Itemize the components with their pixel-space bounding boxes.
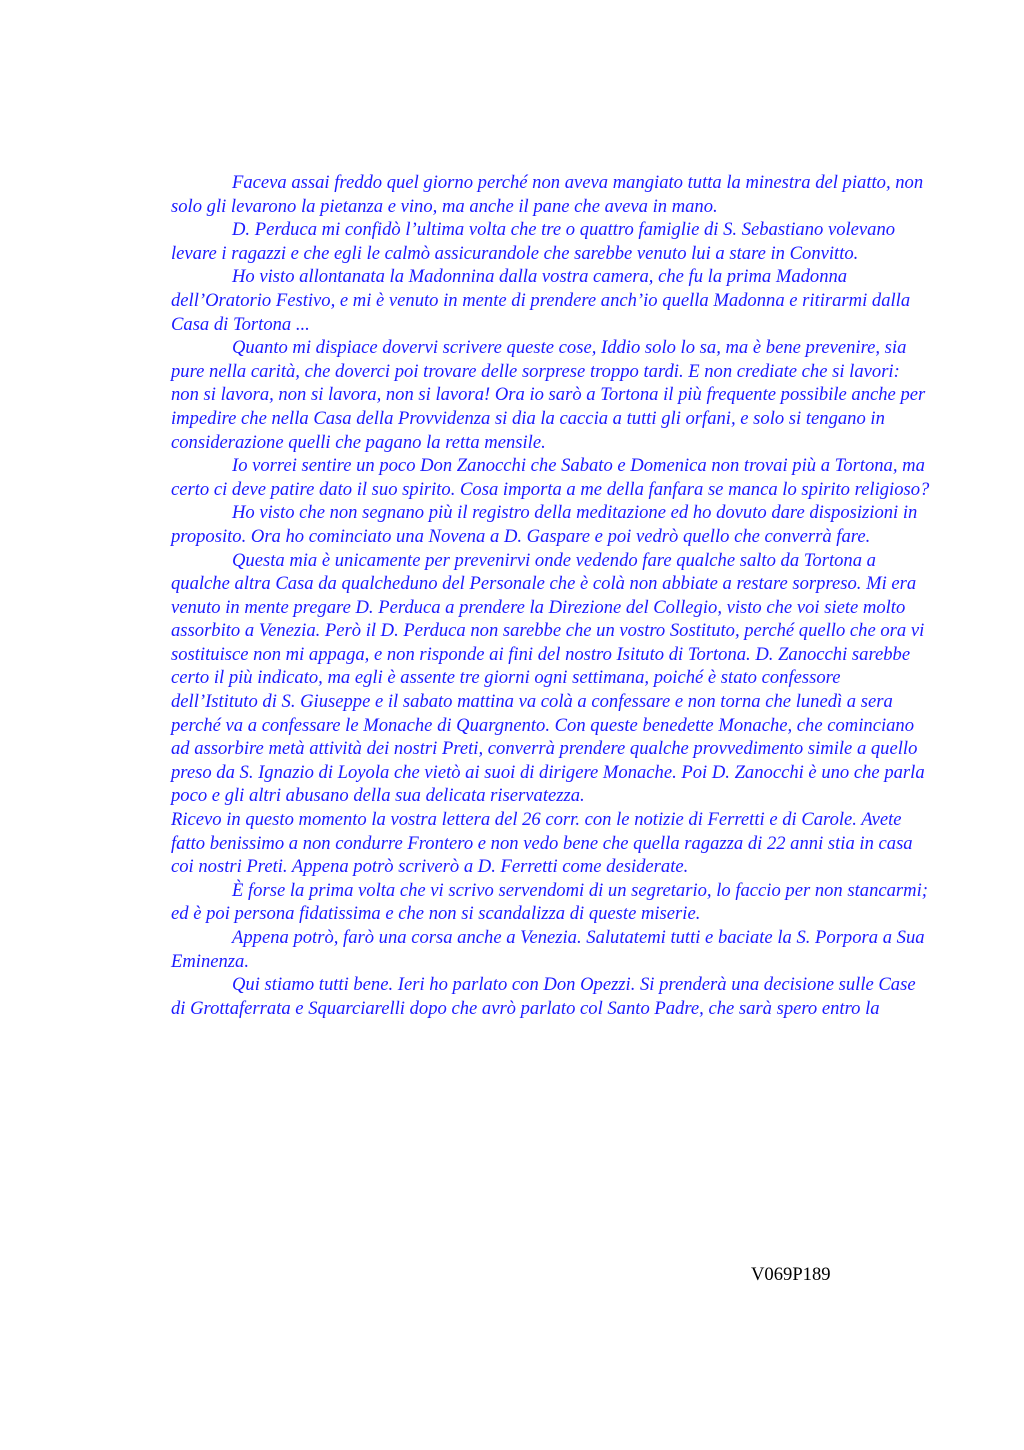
paragraph: Ho visto allontanata la Madonnina dalla vostra camera, che fu la prima Madonna dell’Oratorio Festivo, e mi è venuto in mente di prendere anch’io quella Madonna e ritirarmi dalla Casa di Tortona ... xyxy=(171,266,911,335)
paragraph: Faceva assai freddo quel giorno perché non aveva mangiato tutta la minestra del piatto, non solo gli levarono la pietanza e vino, ma anche il pane che aveva in mano. xyxy=(171,172,924,217)
paragraph: Quanto mi dispiace dovervi scrivere queste cose, Iddio solo lo sa, ma è bene prevenire, sia pure nella carità, che doverci poi trovare delle sorprese troppo tardi. E non crediate che si lavori: non si lavora, non si lavora, non si lavora! Ora io sarò a Tortona il più frequente possibile anche per impedire che nella Casa della Provvidenza si dia la caccia a tutti gli orfani, e solo si tengano in considerazione quelli che pagano la retta mensile. xyxy=(171,337,926,453)
paragraph: È forse la prima volta che vi scrivo servendomi di un segretario, lo faccio per non stancarmi; ed è poi persona fidatissima e che non si scandalizza di queste miserie. xyxy=(171,879,928,925)
paragraph-unindented: Ricevo in questo momento la vostra lettera del 26 corr. con le notizie di Ferretti e di Carole. Avete fatto benissimo a non condurre Frontero e non vedo bene che quella ragazza di 22 anni stia in casa coi nostri Preti. Appena potrò scriverò a D. Ferretti come desiderate. xyxy=(171,809,913,878)
page-code: V069P189 xyxy=(751,1264,831,1285)
paragraph: Questa mia è unicamente per prevenirvi onde vedendo fare qualche salto da Tortona a qualche altra Casa da qualcheduno del Personale che è colà non abbiate a restare sorpreso. Mi era venuto in mente pregare D. Perduca a prendere la Direzione del Collegio, visto che voi siete molto assorbito a Venezia. Però il D. Perduca non sarebbe che un vostro Sostituto, perché quello che ora vi sostituisce non mi appaga, e non risponde ai fini del nostro Isituto di Tortona. D. Zanocchi sarebbe certo il più indicato, ma egli è assente tre giorni ogni settimana, poiché è stato confessore dell’Istituto di S. Giuseppe e il sabato mattina va colà a confessare e non torna che lunedì a sera perché va a confessare le Monache di Quargnento. Con queste benedette Monache, che cominciano ad assorbire metà attività dei nostri Preti, converrà prendere qualche provvedimento simile a quello preso da S. Ignazio di Loyola che vietò ai suoi di dirigere Monache. Poi D. Zanocchi è uno che parla poco e gli altri abusano della sua delicata riservatezza. xyxy=(171,549,925,807)
paragraph: Ho visto che non segnano più il registro della meditazione ed ho dovuto dare disposizioni in proposito. Ora ho cominciato una Novena a D. Gaspare e poi vedrò quello che converrà fare. xyxy=(171,502,918,547)
paragraph: Io vorrei sentire un poco Don Zanocchi che Sabato e Domenica non trovai più a Tortona, ma certo ci deve patire dato il suo spirito. Cosa importa a me della fanfara se manca lo spirito religioso? xyxy=(171,455,930,500)
paragraph: Appena potrò, farò una corsa anche a Venezia. Salutatemi tutti e baciate la S. Porpora a Sua Eminenza. xyxy=(171,927,925,972)
paragraph: Qui stiamo tutti bene. Ieri ho parlato con Don Opezzi. Si prenderà una decisione sulle Case di Grottaferrata e Squarciarelli dopo che avrò parlato col Santo Padre, che sarà spero entro la xyxy=(171,974,916,1019)
paragraph: D. Perduca mi confidò l’ultima volta che tre o quattro famiglie di S. Sebastiano volevano levare i ragazzi e che egli le calmò assicurandole che sarebbe venuto lui a stare in Convitto. xyxy=(171,219,896,264)
letter-body xyxy=(171,171,931,1020)
